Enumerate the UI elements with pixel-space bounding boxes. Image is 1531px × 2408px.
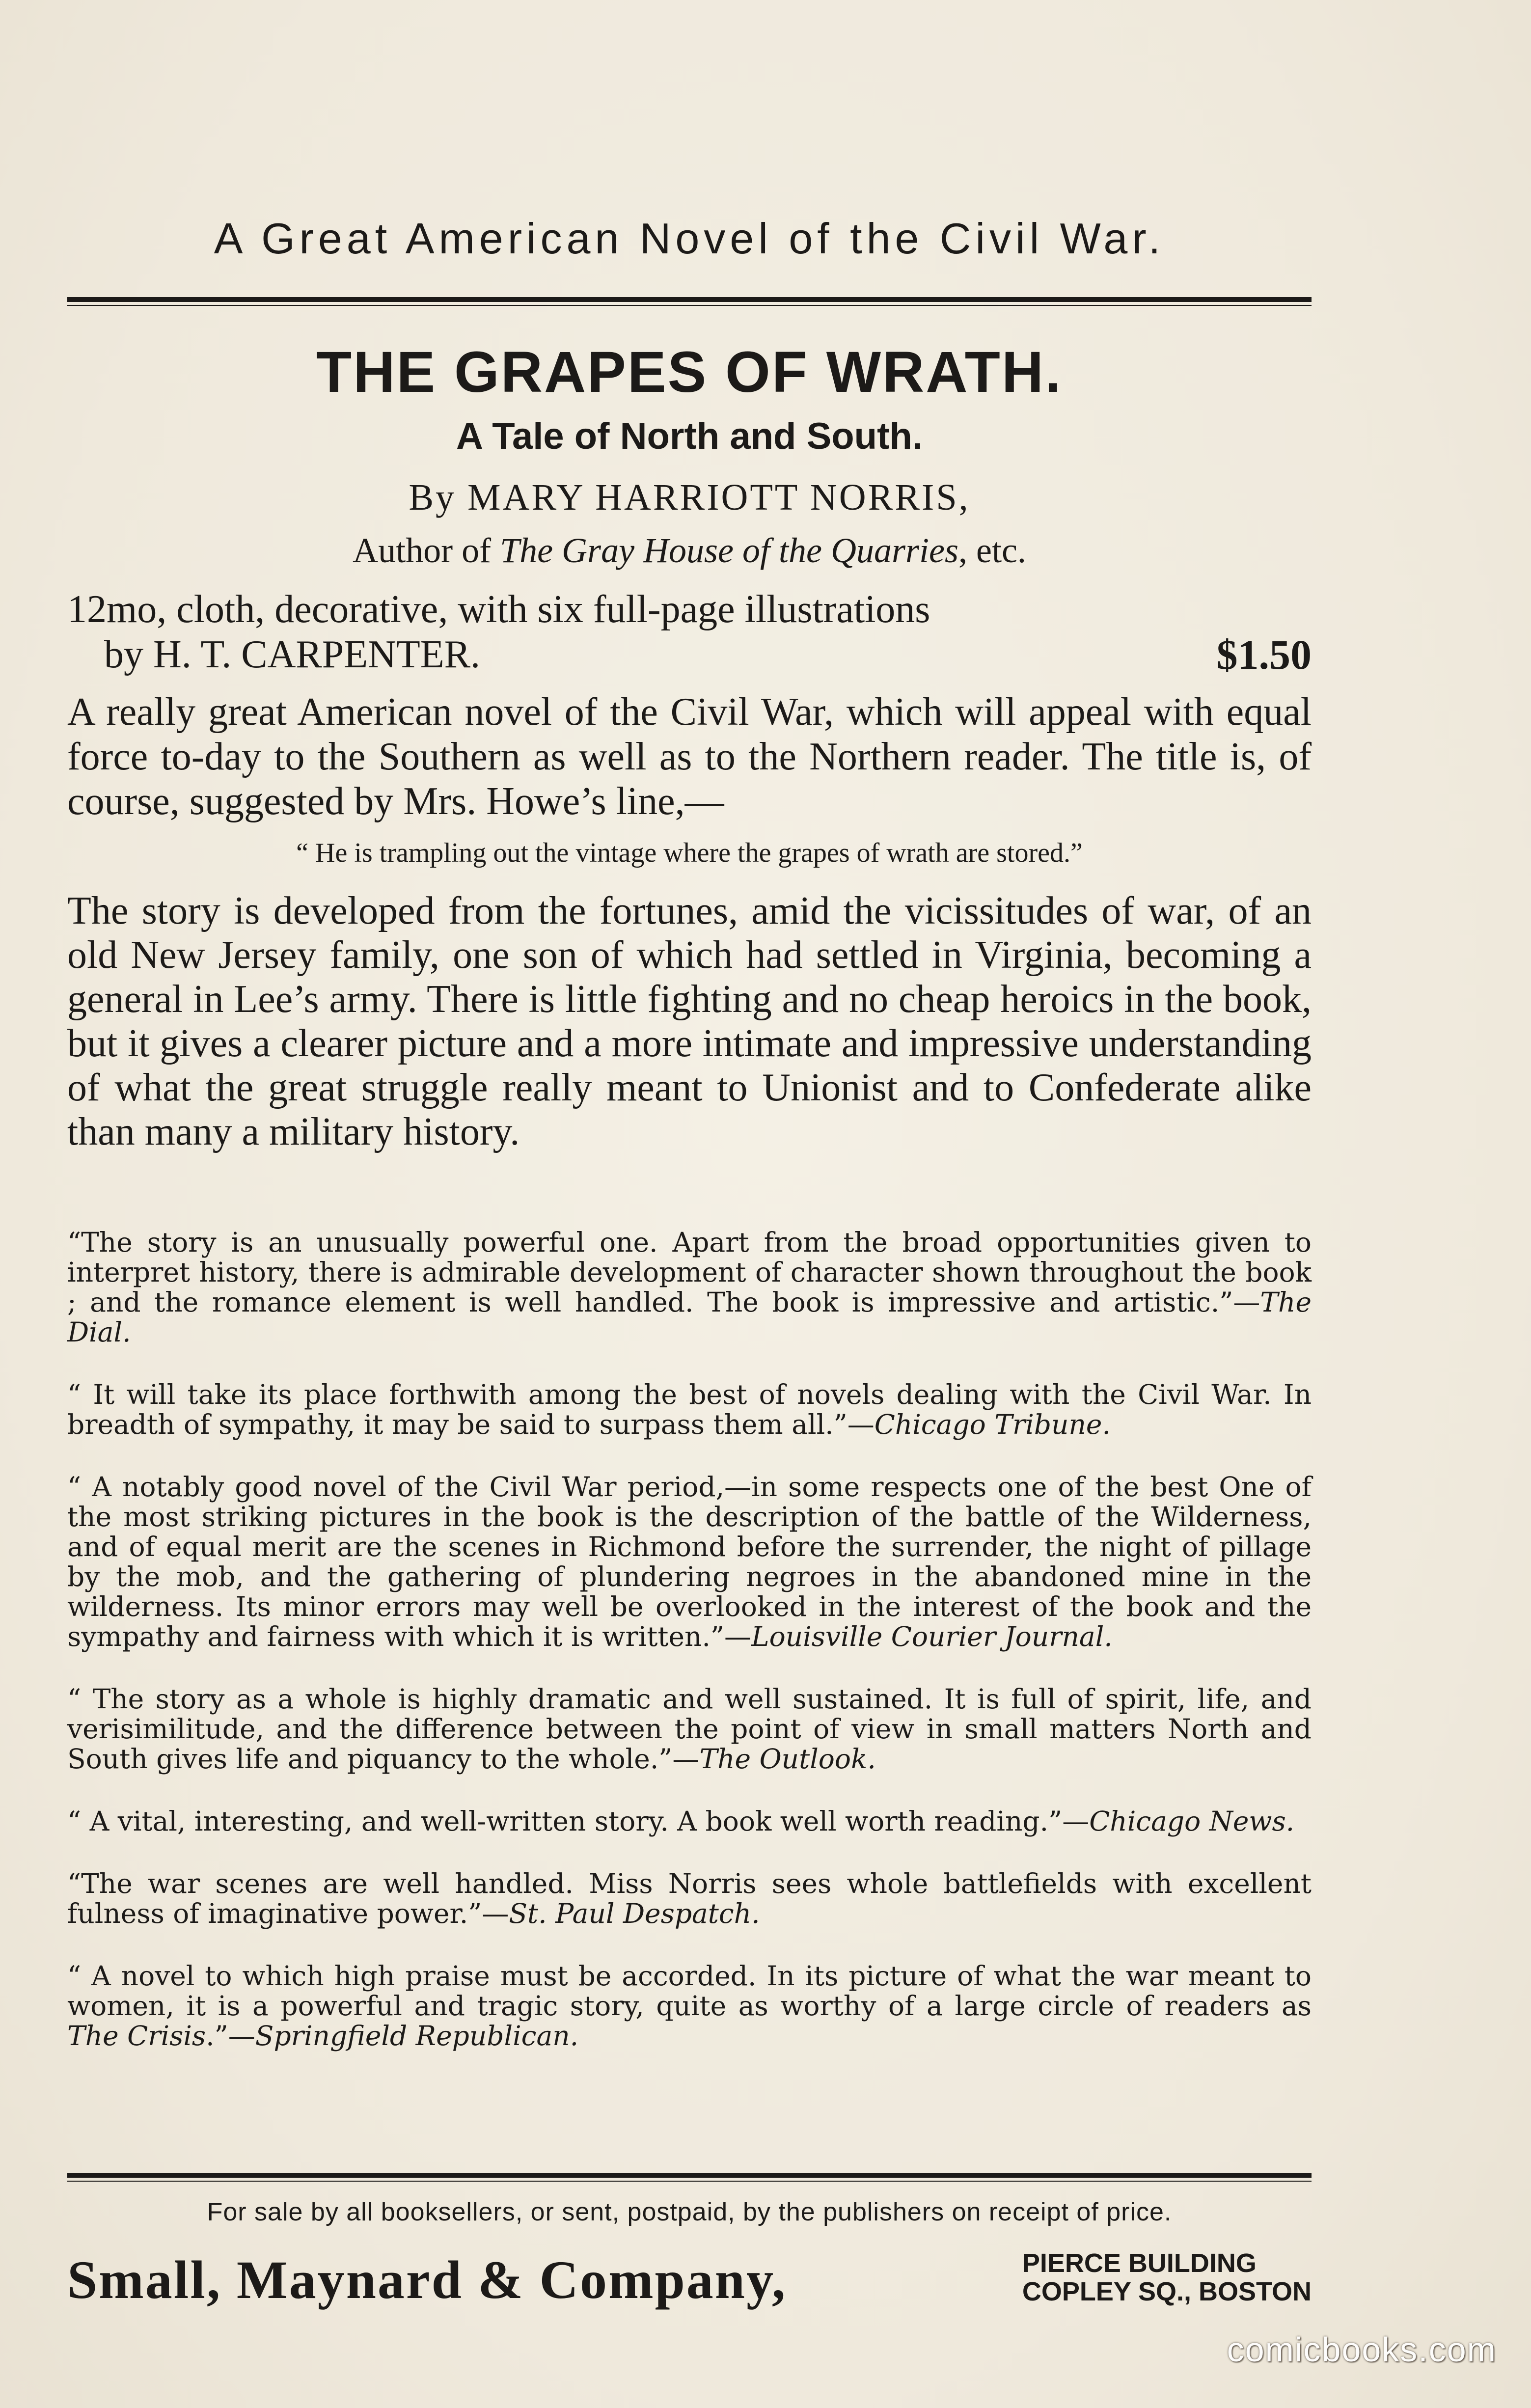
description-paragraph-1: A really great American novel of the Civil War, which will appeal with equal force to-day to the Southern as well as to the Northern reader. The title is, of course, suggested by Mrs. Howe’s line,— bbox=[67, 690, 1312, 823]
address-line-1: PIERCE BUILDING bbox=[1022, 2248, 1257, 2278]
review-item bbox=[67, 1684, 1312, 1774]
review-list bbox=[67, 1228, 1312, 2083]
top-double-rule bbox=[67, 297, 1312, 306]
specs-line-1: 12mo, cloth, decorative, with six full-page illustrations bbox=[67, 588, 930, 631]
for-sale-notice: For sale by all booksellers, or sent, postpaid, by the publishers on receipt of price. bbox=[207, 2198, 1172, 2226]
specs-line-2 bbox=[67, 632, 1312, 677]
howe-quote: “ He is trampling out the vintage where the grapes of wrath are stored.” bbox=[296, 838, 1083, 868]
review-item bbox=[67, 1228, 1312, 1347]
publisher-imprint bbox=[67, 2244, 1312, 2318]
review-text: “ A novel to which high praise must be accorded. In its picture of what the war meant to women, it is a powerful and tragic story, quite as worthy of a large circle of readers as bbox=[67, 1960, 1312, 2022]
illustrator-credit: by H. T. CARPENTER. bbox=[104, 633, 480, 676]
review-text: “The war scenes are well handled. Miss Norris sees whole battlefields with excellent fulness of imaginative power.”— bbox=[67, 1868, 1312, 1929]
review-source: Chicago News. bbox=[1089, 1806, 1295, 1837]
author-of-prefix: Author of bbox=[353, 531, 500, 570]
publisher-name: Small, Maynard & Company, bbox=[67, 2250, 787, 2310]
author-previous-work bbox=[67, 530, 1312, 571]
book-title: THE GRAPES OF WRATH. bbox=[316, 340, 1063, 405]
review-text: “ The story as a whole is highly dramatic and well sustained. It is full of spirit, life, and verisimilitude, and the difference between the point of view in small matters North and South gives life and piquancy to the whole.”— bbox=[67, 1683, 1312, 1775]
book-price: $1.50 bbox=[1216, 631, 1312, 678]
book-specs bbox=[67, 587, 1312, 677]
review-cited-title: The Crisis bbox=[67, 2020, 206, 2052]
book-subtitle: A Tale of North and South. bbox=[456, 415, 923, 457]
review-source: Louisville Courier Journal. bbox=[751, 1621, 1113, 1652]
review-source: The Outlook. bbox=[699, 1743, 876, 1775]
review-source: The Dial. bbox=[67, 1286, 1312, 1348]
review-source: Chicago Tribune. bbox=[874, 1409, 1111, 1440]
review-item bbox=[67, 1869, 1312, 1929]
bottom-double-rule bbox=[67, 2173, 1312, 2182]
review-text: “ A notably good novel of the Civil War period,—in some respects one of the best One of the most striking pictures in the book is the description of the battle of the Wilderness, and of equal merit are the scenes in Richmond before the surrender, the night of pillage by the mob, and the gathering of plundering negroes in the abandoned mine in the wilderness. Its minor errors may well be overlooked in the interest of the book and the sympathy and fairness with which it is written.”— bbox=[67, 1471, 1312, 1652]
review-text: “ A vital, interesting, and well-written story. A book well worth reading.”— bbox=[67, 1806, 1090, 1837]
description-paragraph-2: The story is developed from the fortunes, amid the vicissitudes of war, of an old New Jersey family, one son of which had settled in Virginia, becoming a general in Lee’s army. There is little fighting and no cheap heroics in the book, but it gives a clearer picture and a more intimate and impressive understanding of what the great struggle really meant to Unionist and to Confederate alike than many a military history. bbox=[67, 889, 1312, 1153]
site-watermark: comicbooks.com bbox=[1227, 2330, 1497, 2369]
publisher-address bbox=[1022, 2249, 1312, 2306]
review-source: Springfield Republican. bbox=[255, 2020, 579, 2052]
page-header: A Great American Novel of the Civil War. bbox=[214, 214, 1165, 263]
previous-work-title: The Gray House of the Quarries bbox=[500, 531, 958, 570]
author-byline: By MARY HARRIOTT NORRIS, bbox=[409, 477, 970, 518]
review-text-end: .”— bbox=[206, 2020, 255, 2052]
review-item bbox=[67, 1380, 1312, 1440]
review-text: “ It will take its place forthwith among the best of novels dealing with the Civil War. In breadth of sympathy, it may be said to surpass them all.”— bbox=[67, 1379, 1312, 1440]
address-line-2: COPLEY SQ., BOSTON bbox=[1022, 2277, 1312, 2306]
author-of-suffix: , etc. bbox=[958, 531, 1026, 570]
review-item bbox=[67, 1961, 1312, 2051]
review-item bbox=[67, 1472, 1312, 1652]
review-source: St. Paul Despatch. bbox=[509, 1898, 760, 1929]
review-item bbox=[67, 1806, 1312, 1836]
review-text: “The story is an unusually powerful one. Apart from the broad opportunities given to interpret history, there is admirable development of character shown throughout the book ; and the romance element is well handled. The book is impressive and artistic.”— bbox=[67, 1227, 1312, 1318]
